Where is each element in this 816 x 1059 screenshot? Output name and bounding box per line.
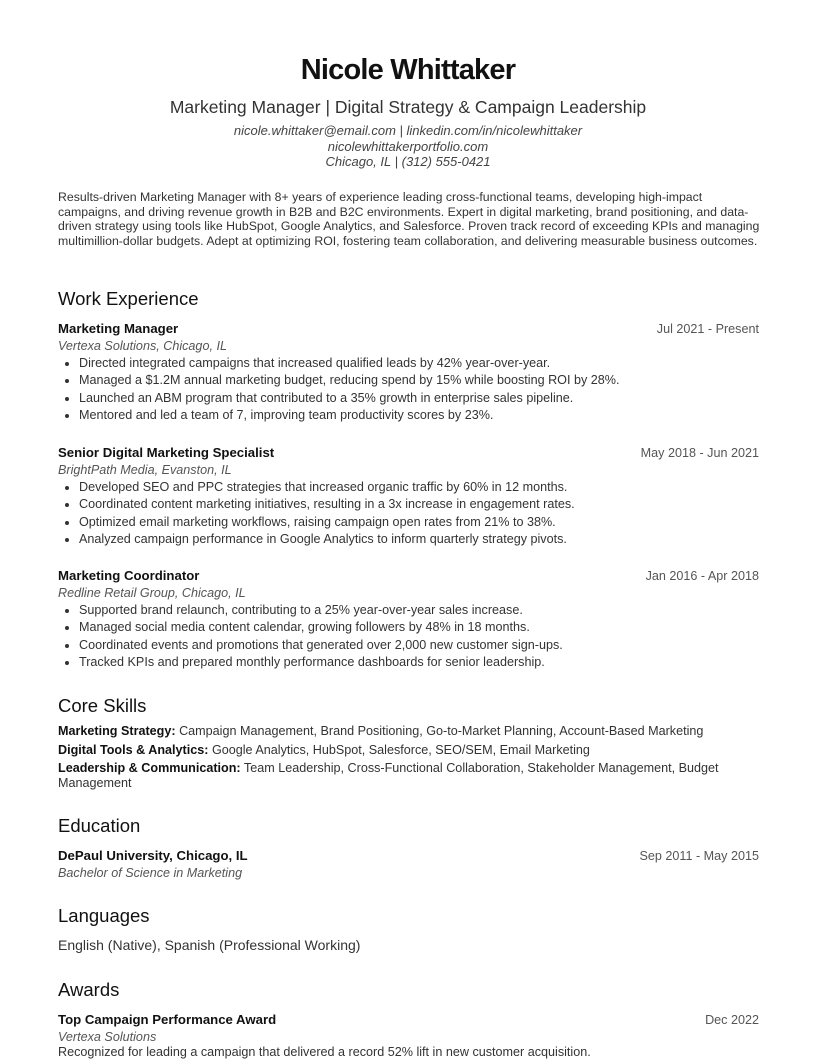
skill-value: Team Leadership, Cross-Functional Collaboration, Stakeholder Management, Budget Management [58,761,719,790]
job-bullets [58,602,759,671]
award-organization: Vertexa Solutions [58,1030,157,1044]
job-dates: May 2018 - Jun 2021 [640,446,759,460]
job-entry [58,568,759,671]
award-title: Top Campaign Performance Award [58,1012,277,1027]
job-title: Senior Digital Marketing Specialist [58,445,275,460]
job-bullet: • Managed social media content calendar, growing followers by 48% in 18 months. [79,619,759,636]
section-title-languages: Languages [58,905,150,926]
contact-email-linkedin: nicole.whittaker@email.com | linkedin.com/in/nicolewhittaker [233,123,583,138]
candidate-name: Nicole Whittaker [300,54,516,86]
job-bullets [58,355,759,424]
job-dates: Jan 2016 - Apr 2018 [645,569,759,583]
skill-value: Google Analytics, HubSpot, Salesforce, SEO/SEM, Email Marketing [211,743,590,757]
skill-row [58,724,758,739]
job-bullet: • Launched an ABM program that contributed to a 35% growth in enterprise sales pipeline. [79,390,759,407]
resume-header [0,0,816,170]
job-bullet: • Supported brand relaunch, contributing to a 25% year-over-year sales increase. [79,602,759,619]
job-company: Redline Retail Group, Chicago, IL [58,586,246,600]
job-bullet: • Analyzed campaign performance in Google Analytics to inform quarterly strategy pivots. [79,531,759,548]
job-company: BrightPath Media, Evanston, IL [58,463,232,477]
job-bullet: • Developed SEO and PPC strategies that increased organic traffic by 60% in 12 months. [79,479,759,496]
skill-label: Marketing Strategy: [58,724,176,738]
contact-portfolio: nicolewhittakerportfolio.com [327,138,489,154]
skill-value: Campaign Management, Brand Positioning, Go-to-Market Planning, Account-Based Marketing [179,724,704,738]
award-description: Recognized for leading a campaign that delivered a record 52% lift in new customer acquisition. [58,1045,591,1059]
job-bullet: • Tracked KPIs and prepared monthly performance dashboards for senior leadership. [79,654,759,671]
degree-name: Bachelor of Science in Marketing [58,866,243,880]
section-title-work: Work Experience [58,288,199,309]
education-entry [58,848,759,880]
job-bullet: • Directed integrated campaigns that increased qualified leads by 42% year-over-year. [79,355,759,372]
job-entry [58,321,759,424]
skill-label: Leadership & Communication: [58,761,241,775]
candidate-headline: Marketing Manager | Digital Strategy & Campaign Leadership [169,97,647,117]
education-dates: Sep 2011 - May 2015 [639,849,759,863]
job-dates: Jul 2021 - Present [656,322,759,336]
school-name: DePaul University, Chicago, IL [58,848,248,863]
job-bullet: • Coordinated events and promotions that generated over 2,000 new customer sign-ups. [79,637,759,654]
section-title-education: Education [58,815,141,836]
contact-info [0,123,816,170]
award-date: Dec 2022 [705,1013,759,1027]
skill-row [58,743,758,758]
job-bullets [58,479,759,548]
job-company: Vertexa Solutions, Chicago, IL [58,339,227,353]
job-entry [58,445,759,548]
languages-list: English (Native), Spanish (Professional Working) [58,937,361,953]
professional-summary: Results-driven Marketing Manager with 8+ years of experience leading cross-functional teams, developing high-impact campaigns, and driving revenue growth in B2B and B2C environments. Expert in digital marketing, brand positioning, and data-driven strategy using tools like HubSpot, Google Analytics, and Salesforce. Proven track record of exceeding KPIs and managing multimillion-dollar budgets. Adept at optimizing ROI, fostering team collaboration, and delivering measurable business outcomes. [58,190,760,248]
job-bullet: • Managed a $1.2M annual marketing budget, reducing spend by 15% while boosting ROI by 28%. [79,372,759,389]
award-entry [58,1012,759,1059]
section-title-awards: Awards [58,979,120,1000]
skill-label: Digital Tools & Analytics: [58,743,209,757]
skill-row [58,761,758,791]
contact-location-phone: Chicago, IL | (312) 555-0421 [325,154,491,169]
job-bullet: • Mentored and led a team of 7, improving team productivity scores by 23%. [79,407,759,424]
job-bullet: • Coordinated content marketing initiatives, resulting in a 3x increase in engagement rates. [79,496,759,513]
section-title-skills: Core Skills [58,695,147,716]
job-title: Marketing Coordinator [58,568,200,583]
job-title: Marketing Manager [58,321,179,336]
job-bullet: • Optimized email marketing workflows, raising campaign open rates from 21% to 38%. [79,514,759,531]
